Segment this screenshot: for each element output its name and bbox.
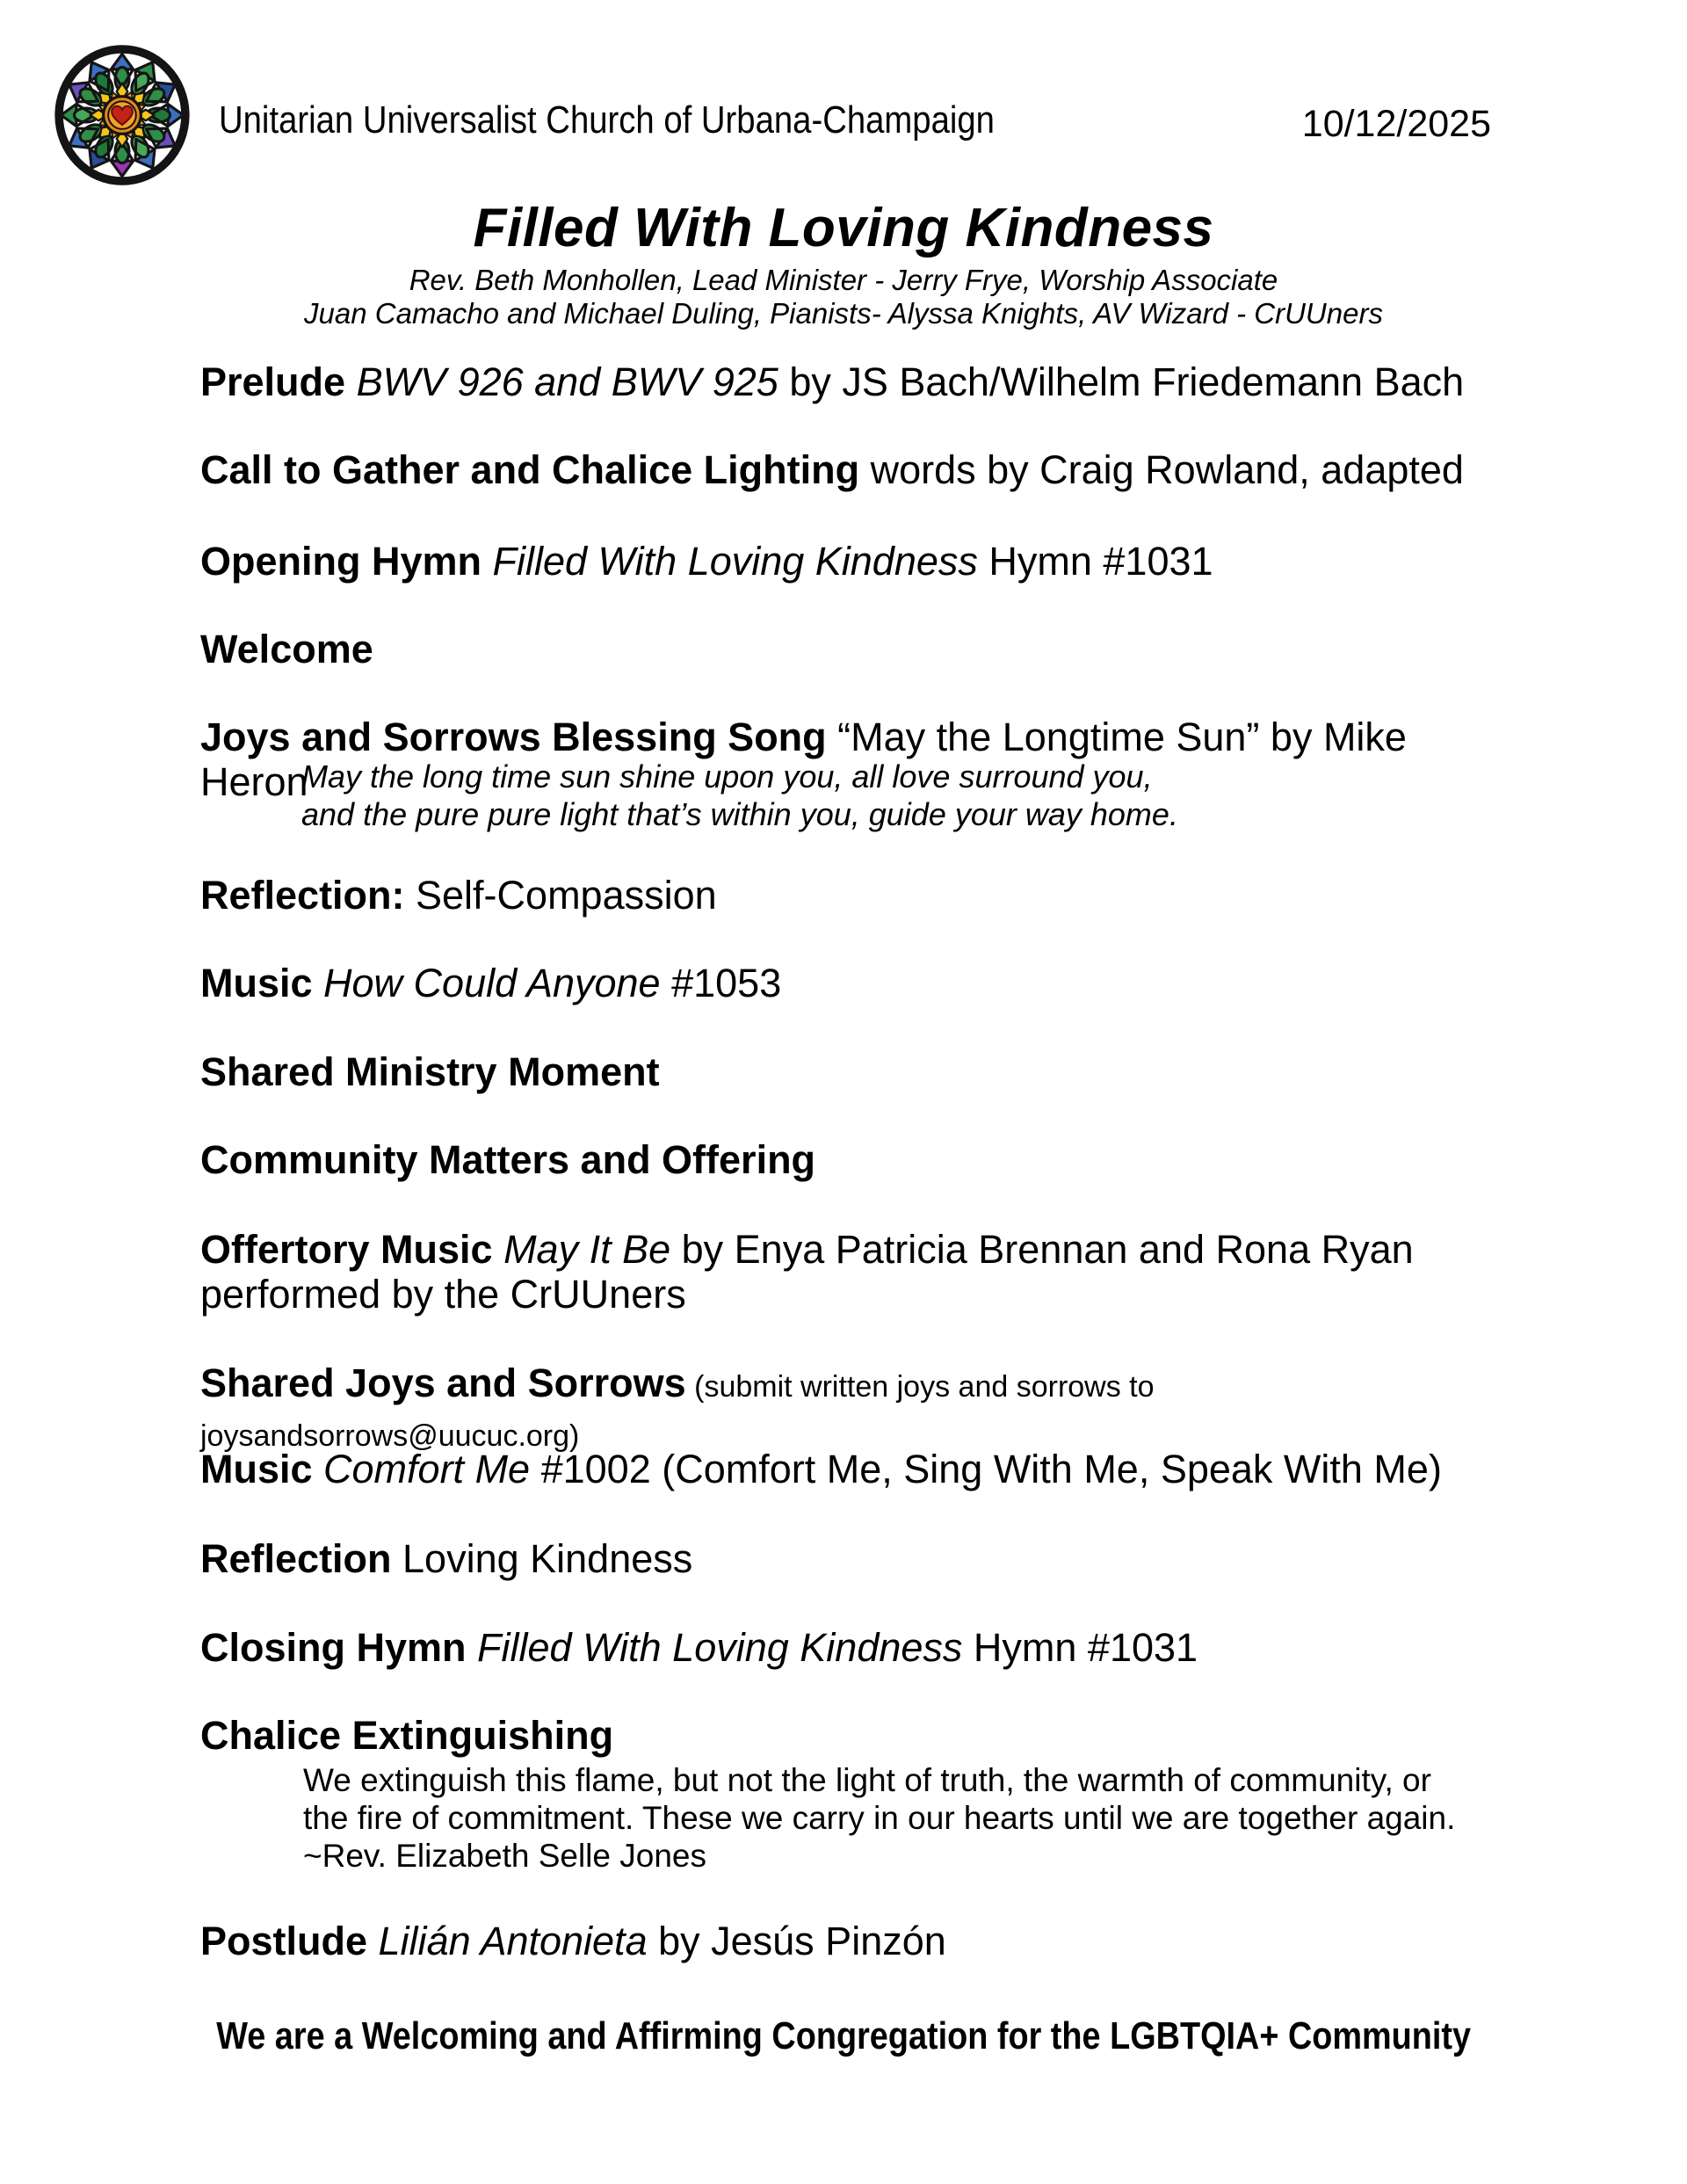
- program-item-reflection-loving-kindness: [200, 1536, 1501, 1581]
- program-item-offertory-music: [200, 1227, 1501, 1317]
- item-piece: Filled With Loving Kindness: [466, 1625, 963, 1670]
- church-name: Unitarian Universalist Church of Urbana-Champaign: [219, 98, 995, 141]
- program-item-call-to-gather: [200, 447, 1501, 492]
- item-piece: Filled With Loving Kindness: [481, 539, 978, 584]
- chalice-extinguishing-reading: [303, 1761, 1498, 1875]
- item-label: Shared Joys and Sorrows: [200, 1360, 686, 1405]
- church-logo-stained-glass-rosette-icon: [53, 42, 192, 188]
- program-item-opening-hymn: [200, 539, 1501, 584]
- credits-line-2: Juan Camacho and Michael Duling, Pianists- Alyssa Knights, AV Wizard - CrUUners: [304, 297, 1383, 330]
- program-item-shared-ministry-moment: [200, 1049, 1501, 1094]
- item-label: Welcome: [200, 627, 373, 671]
- reading-attribution: ~Rev. Elizabeth Selle Jones: [303, 1838, 706, 1874]
- item-detail: by JS Bach/Wilhelm Friedemann Bach: [778, 359, 1465, 404]
- program-item-shared-joys-and-sorrows: [200, 1360, 1501, 1459]
- item-label: Music: [200, 961, 313, 1005]
- item-label: Joys and Sorrows Blessing Song: [200, 715, 827, 759]
- item-detail: Self-Compassion: [404, 873, 717, 918]
- item-detail: words by Craig Rowland, adapted: [859, 447, 1464, 492]
- item-label: Reflection: [200, 1536, 392, 1581]
- item-piece: Lilián Antonieta: [367, 1919, 648, 1963]
- service-title: Filled With Loving Kindness: [473, 198, 1214, 258]
- item-detail: “May the Longtime Sun” by Mike Heron: [200, 715, 1407, 804]
- lyric-line: and the pure pure light that’s within you, guide your way home.: [301, 796, 1178, 832]
- item-piece: How Could Anyone: [312, 961, 661, 1005]
- service-credits: [0, 264, 1687, 330]
- program-item-music-how-could-anyone: [200, 961, 1501, 1005]
- item-detail: #1053: [660, 961, 782, 1005]
- item-label: Opening Hymn: [200, 539, 482, 584]
- item-detail: Hymn #1031: [962, 1625, 1198, 1670]
- item-piece: Comfort Me: [312, 1447, 531, 1491]
- lyric-line: May the long time sun shine upon you, all love surround you,: [301, 758, 1153, 795]
- item-label: Music: [200, 1447, 313, 1491]
- item-label: Postlude: [200, 1919, 368, 1963]
- program-item-postlude: [200, 1919, 1501, 1963]
- item-label: Prelude: [200, 359, 346, 404]
- item-detail: Hymn #1031: [977, 539, 1213, 584]
- item-label: Shared Ministry Moment: [200, 1049, 660, 1094]
- item-label: Offertory Music: [200, 1227, 493, 1272]
- program-item-closing-hymn: [200, 1625, 1501, 1670]
- item-piece: BWV 926 and BWV 925: [345, 359, 778, 404]
- program-item-welcome: [200, 627, 1501, 671]
- item-detail: by Jesús Pinzón: [647, 1919, 946, 1963]
- welcoming-statement: We are a Welcoming and Affirming Congregation for the LGBTQIA+ Community: [216, 2014, 1471, 2057]
- item-label: Closing Hymn: [200, 1625, 467, 1670]
- program-item-chalice-extinguishing: [200, 1713, 1501, 1758]
- program-item-music-comfort-me: [200, 1447, 1501, 1491]
- item-label: Community Matters and Offering: [200, 1137, 816, 1182]
- item-detail: #1002 (Comfort Me, Sing With Me, Speak With Me): [530, 1447, 1442, 1491]
- program-item-reflection-self-compassion: [200, 873, 1501, 918]
- item-label: Call to Gather and Chalice Lighting: [200, 447, 860, 492]
- item-note: (submit written joys and sorrows to joysandsorrows@uucuc.org): [200, 1370, 1155, 1453]
- item-detail: by Enya Patricia Brennan and Rona Ryan performed by the CrUUners: [200, 1227, 1414, 1317]
- item-piece: May It Be: [492, 1227, 671, 1272]
- blessing-song-lyrics: [301, 758, 1444, 833]
- item-detail: Loving Kindness: [391, 1536, 693, 1581]
- item-label: Chalice Extinguishing: [200, 1713, 614, 1758]
- program-item-prelude: [200, 359, 1501, 404]
- credits-line-1: Rev. Beth Monhollen, Lead Minister - Jerry Frye, Worship Associate: [409, 264, 1278, 296]
- reading-line: the fire of commitment. These we carry in our hearts until we are together again.: [303, 1800, 1456, 1836]
- item-label: Reflection:: [200, 873, 405, 918]
- service-date: 10/12/2025: [1301, 103, 1491, 145]
- program-item-community-matters: [200, 1137, 1501, 1182]
- reading-line: We extinguish this flame, but not the light of truth, the warmth of community, or: [303, 1762, 1431, 1798]
